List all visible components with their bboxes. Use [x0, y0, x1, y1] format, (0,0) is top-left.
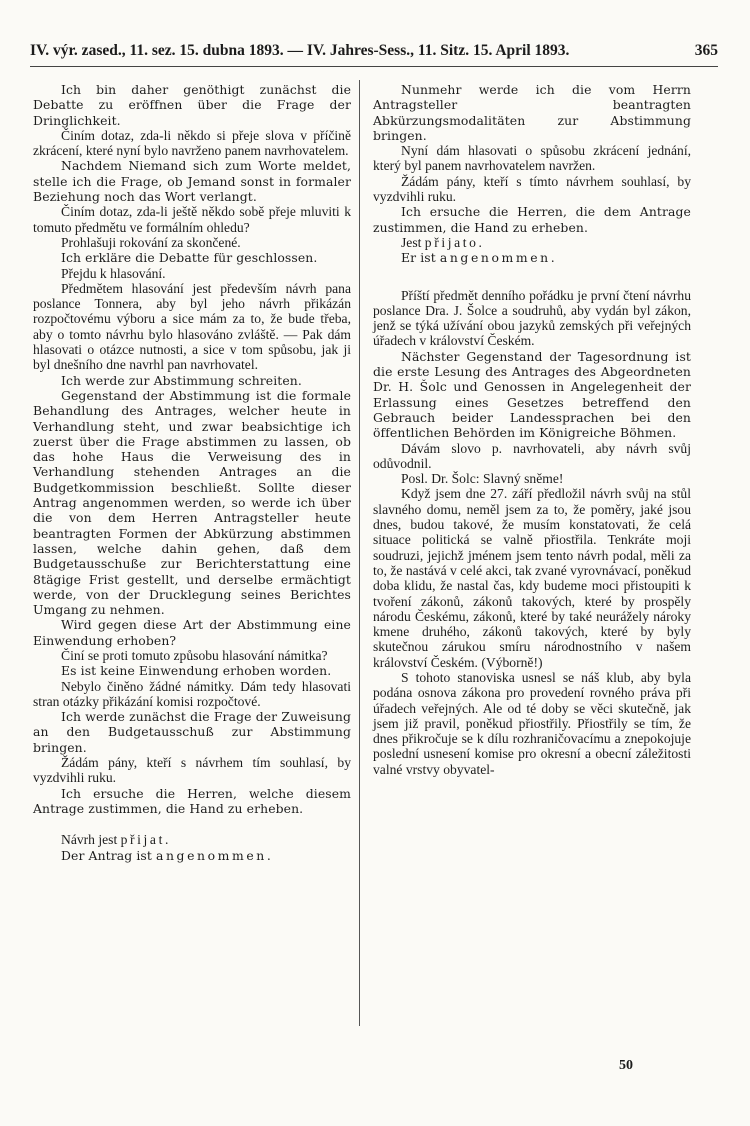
left-paragraph: Činím dotaz, zda-li někdo si přeje slova v příčině zkrácení, které nyní bylo navrženo panem navrhovatelem.: [33, 127, 351, 159]
right-paragraph: Nunmehr werde ich die vom Herrn Antragsteller beantragten Abkürzungsmodalitäten zur Abstimmung bringen.: [373, 82, 691, 143]
left-paragraph: Gegenstand der Abstimmung ist die formale Behandlung des Antrages, welcher heute in Verhandlung steht, und zwar beabsichtige ich zuerst über die Frage abstimmen zu lassen, ob das hohe Haus die Verweisung des in Verhandlung stehenden Antrages an die Budgetkommission beschließt. Sollte dieser Antrag angenommen werden, so werde ich über die von dem Herren Antragsteller heute beantragten Formen der Abkürzung abstimmen lassen, welche dahin gehen, daß dem Budgetausschuße zur Berichterstattung eine 8tägige Frist gestellt, und derselbe ermächtigt werde, von der Drucklegung seines Berichtes Umgang zu nehmen.: [33, 387, 351, 618]
left-paragraph: Předmětem hlasování jest především návrh pana poslance Tonnera, aby byl jeho návrh přikázán rozpočtovému výboru a sice mám za to, že bude třeba, aby o tomto návrhu bylo hlasováno zvláště. — Pak dám hlasovati o otázce nutnosti, a sice v tom spůsobu, jak ji byl dnešního dne navrhl pan navrhovatel.: [33, 280, 351, 373]
vote-result-2-cz-prefix: Jest: [401, 234, 422, 250]
left-paragraphs: [33, 82, 351, 816]
left-paragraph: Ich ersuche die Herren, welche diesem Antrage zustimmen, die Hand zu erheben.: [33, 785, 351, 816]
vote-result-2-cz: [373, 235, 691, 250]
left-paragraph: Přejdu k hlasování.: [61, 265, 166, 281]
left-paragraph: Ich bin daher genöthigt zunächst die Debatte zu eröffnen über die Frage der Dringlichkeit.: [33, 82, 351, 128]
speech-paragraph-1: Když jsem dne 27. září předložil návrh svůj na stůl slavného domu, neměl jsem za to, že poměry, jaké jsou dnes, budou takové, že musím konstatovati, že celá situace politická se valně přiostřila. Tenkráte moji soudruzi, jejichž jménem jsem tento návrh podal, měli za to, že nastává v celé akci, tak zvané vyrovnávací, poněkud doba klidu, že nastal čas, kdy budeme moci přistoupiti k tvoření zákonů, zákonů takových, které by prospěly národu Českému, zákonů, které by také neurážely nároky kmene druhého, zákonů takových, které by byly skutečnou zárukou smíru národnostního v našem království Českém. (Výborně!): [373, 486, 691, 670]
right-paragraph: Žádám pány, kteří s tímto návrhem souhlasí, by vyzdvihli ruku.: [373, 173, 691, 205]
vote-result-de-word: angenommen.: [155, 847, 274, 863]
vote-result-2-de-word: angenommen.: [439, 250, 558, 266]
left-paragraph: Prohlašuji rokování za skončené.: [61, 234, 241, 250]
agenda-paragraph: Nächster Gegenstand der Tagesordnung ist die erste Lesung des Antrages des Abgeordneten Dr. H. Šolc und Genossen in Angelegenheit der Erlassung eines Gesetzes betreffend den Gebrauch beider Landessprachen bei den öffentlichen Behörden im Königreiche Böhmen.: [373, 348, 691, 441]
vote-result-2-de-prefix: Er ist: [401, 250, 436, 266]
running-header: [30, 42, 718, 60]
left-paragraph: Činí se proti tomuto způsobu hlasování námitka?: [61, 647, 328, 663]
left-paragraph: Činím dotaz, zda-li ještě někdo sobě přeje mluviti k tomuto předmětu ve formálním ohledu?: [33, 204, 351, 235]
vote-result-de: [33, 848, 351, 863]
agenda-paragraph: Příští předmět denního pořádku je první čtení návrhu poslance Dra. J. Šolce a soudruhů, aby vydán byl zákon, jenž se týká užívání obou jazyků zemských při veřejných úřadech v království Českém.: [373, 287, 691, 349]
vote-result-cz-word: přijat.: [120, 832, 171, 848]
left-paragraph: Es ist keine Einwendung erhoben worden.: [61, 663, 332, 679]
left-paragraph: Nebylo činěno žádné námitky. Dám tedy hlasovati stran otázky přikázání komisi rozpočtové.: [33, 678, 351, 709]
spacer: [373, 266, 691, 288]
right-paragraphs: [373, 82, 691, 235]
vote-result-cz: [33, 832, 351, 847]
speech-greeting: Slavný sněme!: [482, 471, 564, 487]
left-paragraph: Wird gegen diese Art der Abstimmung eine Einwendung erhoben?: [33, 617, 351, 648]
left-paragraph: Ich werde zur Abstimmung schreiten.: [61, 372, 302, 388]
right-paragraph: Ich ersuche die Herren, die dem Antrage zustimmen, die Hand zu erheben.: [373, 204, 691, 235]
column-divider: [359, 80, 360, 1026]
left-paragraph: Nachdem Niemand sich zum Worte meldet, stelle ich die Frage, ob Jemand sonst in formaler Beziehung noch das Wort verlangt.: [33, 158, 351, 205]
speech-paragraph-2: S tohoto stanoviska usnesl se náš klub, aby byla podána osnova zákona pro provedení rovného práva při úřadech veřejných. Ale od té doby se věci skutečně, jak jsem již pravil, poněkud přiostřily. Přiostřily se tím, že dnes přikročuje se k dílu rozhraničovacímu a znepokojuje poslední usnesení komise pro okresní a obecní záležitosti valné vrstvy obyvatel-: [373, 669, 691, 777]
left-paragraph: Ich erkläre die Debatte für geschlossen.: [61, 250, 318, 266]
page-number: 365: [694, 42, 718, 59]
right-paragraph: Nyní dám hlasovati o spůsobu zkrácení jednání, který byl panem navrhovatelem navržen.: [373, 143, 691, 174]
vote-result-2-de: [373, 250, 691, 265]
agenda-paragraphs: [373, 288, 691, 472]
speaker-name: Posl. Dr. Šolc:: [401, 471, 480, 487]
header-rule: [30, 66, 718, 67]
left-paragraph: Žádám pány, kteří s návrhem tím souhlasí, by vyzdvihli ruku.: [33, 755, 351, 786]
spacer: [33, 816, 351, 832]
right-column: [373, 82, 691, 777]
vote-result-cz-prefix: Návrh jest: [61, 832, 118, 848]
agenda-paragraph: Dávám slovo p. navrhovateli, aby návrh svůj odůvodnil.: [373, 440, 691, 471]
signature-number: 50: [619, 1058, 633, 1073]
left-paragraph: Ich werde zunächst die Frage der Zuweisung an den Budgetausschuß zur Abstimmung bringen.: [33, 709, 351, 755]
left-column: [33, 82, 351, 863]
header-text: IV. výr. zased., 11. sez. 15. dubna 1893. — IV. Jahres-Sess., 11. Sitz. 15. April 1893.: [30, 42, 570, 59]
vote-result-de-prefix: Der Antrag ist: [61, 847, 152, 863]
speech-opening: [373, 471, 691, 486]
vote-result-2-cz-word: přijato.: [424, 234, 485, 250]
